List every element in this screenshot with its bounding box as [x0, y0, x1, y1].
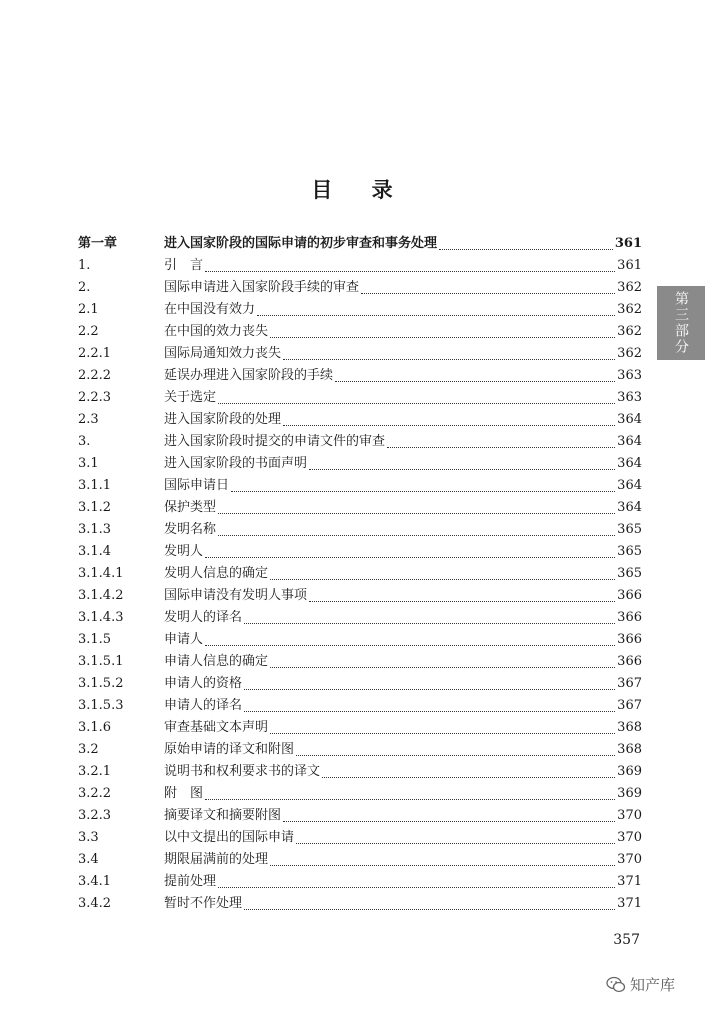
toc-entry-title: 进入国家阶段的处理	[164, 412, 282, 427]
toc-entry	[78, 782, 642, 804]
toc-entry-page: 362	[617, 324, 642, 339]
toc-leader-dots	[205, 551, 615, 558]
toc-entry	[78, 518, 642, 540]
toc-entry	[78, 298, 642, 320]
toc-entry-title: 进入国家阶段的国际申请的初步审查和事务处理	[164, 236, 438, 251]
toc-entry-number: 3.1.5	[78, 632, 112, 647]
toc-leader-dots	[270, 331, 615, 338]
toc-entry-number: 3.1.5.1	[78, 654, 124, 669]
table-of-contents	[78, 232, 642, 914]
toc-entry-title: 以中文提出的国际申请	[164, 830, 295, 845]
toc-entry-number: 3.1.4	[78, 544, 112, 559]
toc-entry	[78, 672, 642, 694]
toc-entry	[78, 738, 642, 760]
toc-entry	[78, 870, 642, 892]
toc-entry	[78, 760, 642, 782]
toc-entry	[78, 694, 642, 716]
toc-leader-dots	[283, 815, 615, 822]
toc-entry-page: 368	[617, 742, 642, 757]
toc-entry-number: 3.2.3	[78, 808, 112, 823]
toc-entry-title: 进入国家阶段时提交的申请文件的审查	[164, 434, 386, 449]
toc-leader-dots	[309, 463, 615, 470]
watermark-text: 知产库	[630, 976, 676, 994]
toc-leader-dots	[218, 507, 615, 514]
toc-entry-title: 延误办理进入国家阶段的手续	[164, 368, 334, 383]
toc-leader-dots	[257, 309, 615, 316]
toc-leader-dots	[244, 705, 615, 712]
toc-entry-number: 1.	[78, 258, 91, 273]
toc-entry-page: 370	[617, 830, 642, 845]
toc-leader-dots	[244, 683, 615, 690]
toc-entry-title: 发明人	[164, 544, 204, 559]
toc-entry-page: 371	[617, 874, 642, 889]
toc-entry	[78, 232, 642, 254]
toc-entry-number: 3.1.4.2	[78, 588, 124, 603]
toc-leader-dots	[205, 639, 615, 646]
toc-entry	[78, 628, 642, 650]
toc-entry-number: 3.1.4.1	[78, 566, 124, 581]
toc-leader-dots	[270, 661, 615, 668]
toc-entry	[78, 474, 642, 496]
toc-entry-page: 370	[617, 808, 642, 823]
wechat-logo-icon	[606, 976, 626, 994]
toc-leader-dots	[244, 617, 615, 624]
toc-entry-page: 368	[617, 720, 642, 735]
toc-leader-dots	[244, 903, 615, 910]
toc-leader-dots	[218, 529, 615, 536]
toc-leader-dots	[335, 375, 615, 382]
toc-entry-title: 附 图	[164, 786, 204, 801]
toc-entry-title: 保护类型	[164, 500, 217, 515]
toc-entry-number: 3.1.5.3	[78, 698, 124, 713]
toc-entry-page: 366	[617, 588, 642, 603]
toc-entry	[78, 650, 642, 672]
toc-entry-page: 367	[617, 698, 642, 713]
toc-entry-title: 国际申请日	[164, 478, 230, 493]
toc-entry-page: 363	[617, 368, 642, 383]
section-side-tab	[657, 286, 705, 360]
toc-entry-page: 365	[617, 566, 642, 581]
page-title: 目 录	[311, 178, 409, 202]
toc-entry-title: 发明名称	[164, 522, 217, 537]
toc-entry-number: 3.1	[78, 456, 99, 471]
toc-entry-title: 在中国没有效力	[164, 302, 256, 317]
toc-entry	[78, 320, 642, 342]
toc-leader-dots	[270, 727, 615, 734]
toc-leader-dots	[309, 595, 615, 602]
toc-entry-page: 369	[617, 786, 642, 801]
toc-leader-dots	[387, 441, 615, 448]
toc-leader-dots	[361, 287, 615, 294]
toc-entry-number: 2.2.1	[78, 346, 112, 361]
toc-leader-dots	[231, 485, 615, 492]
page-number: 357	[613, 932, 640, 948]
toc-entry-number: 3.1.6	[78, 720, 112, 735]
toc-entry-title: 暂时不作处理	[164, 896, 243, 911]
toc-entry	[78, 584, 642, 606]
toc-leader-dots	[439, 243, 613, 250]
toc-entry-page: 364	[617, 478, 642, 493]
toc-entry	[78, 804, 642, 826]
toc-entry-number: 3.1.5.2	[78, 676, 124, 691]
toc-entry-page: 367	[617, 676, 642, 691]
toc-entry-page: 366	[617, 632, 642, 647]
toc-entry-page: 366	[617, 610, 642, 625]
toc-entry	[78, 364, 642, 386]
toc-leader-dots	[270, 573, 615, 580]
toc-entry	[78, 430, 642, 452]
toc-entry-number: 2.	[78, 280, 91, 295]
toc-entry	[78, 540, 642, 562]
toc-entry	[78, 562, 642, 584]
watermark	[606, 974, 675, 995]
toc-entry-title: 发明人的译名	[164, 610, 243, 625]
toc-leader-dots	[322, 771, 615, 778]
toc-entry-title: 国际局通知效力丧失	[164, 346, 282, 361]
toc-entry-number: 3.4	[78, 852, 99, 867]
toc-entry-number: 3.4.2	[78, 896, 112, 911]
toc-entry-number: 2.3	[78, 412, 99, 427]
toc-leader-dots	[205, 265, 615, 272]
toc-entry	[78, 276, 642, 298]
toc-entry-title: 期限届满前的处理	[164, 852, 269, 867]
toc-entry-number: 3.4.1	[78, 874, 112, 889]
toc-entry-title: 摘要译文和摘要附图	[164, 808, 282, 823]
toc-entry-number: 3.2	[78, 742, 99, 757]
toc-entry-number: 2.2	[78, 324, 99, 339]
toc-entry	[78, 606, 642, 628]
toc-leader-dots	[283, 419, 615, 426]
toc-entry	[78, 892, 642, 914]
toc-leader-dots	[296, 749, 615, 756]
toc-entry-title: 国际申请进入国家阶段手续的审查	[164, 280, 360, 295]
toc-entry-title: 申请人信息的确定	[164, 654, 269, 669]
toc-entry-page: 369	[617, 764, 642, 779]
toc-entry-number: 2.1	[78, 302, 99, 317]
section-side-tab-label: 第三部分	[673, 291, 689, 355]
toc-entry-page: 362	[617, 346, 642, 361]
toc-entry-title: 申请人的译名	[164, 698, 243, 713]
toc-entry-title: 原始申请的译文和附图	[164, 742, 295, 757]
toc-entry-title: 引 言	[164, 258, 204, 273]
toc-entry-title: 发明人信息的确定	[164, 566, 269, 581]
toc-entry-number: 3.2.1	[78, 764, 112, 779]
toc-entry-title: 审查基础文本声明	[164, 720, 269, 735]
toc-entry-number: 第一章	[78, 236, 118, 251]
toc-entry-page: 364	[617, 456, 642, 471]
toc-entry-number: 3.1.4.3	[78, 610, 124, 625]
toc-entry-page: 365	[617, 522, 642, 537]
toc-leader-dots	[296, 837, 615, 844]
toc-entry-title: 申请人	[164, 632, 204, 647]
toc-leader-dots	[205, 793, 615, 800]
toc-entry-page: 366	[617, 654, 642, 669]
toc-entry-title: 国际申请没有发明人事项	[164, 588, 308, 603]
toc-entry-number: 3.2.2	[78, 786, 112, 801]
toc-entry-title: 提前处理	[164, 874, 217, 889]
toc-leader-dots	[270, 859, 615, 866]
toc-entry-page: 361	[614, 236, 642, 251]
toc-leader-dots	[218, 397, 615, 404]
toc-entry-page: 361	[617, 258, 642, 273]
toc-entry-title: 说明书和权利要求书的译文	[164, 764, 321, 779]
toc-entry-page: 364	[617, 434, 642, 449]
toc-entry	[78, 254, 642, 276]
toc-entry-page: 363	[617, 390, 642, 405]
toc-leader-dots	[218, 881, 615, 888]
toc-entry-number: 3.	[78, 434, 91, 449]
toc-entry-page: 362	[617, 302, 642, 317]
toc-entry-page: 362	[617, 280, 642, 295]
toc-entry	[78, 342, 642, 364]
toc-entry-number: 2.2.3	[78, 390, 112, 405]
toc-entry-number: 2.2.2	[78, 368, 112, 383]
toc-entry	[78, 452, 642, 474]
toc-entry	[78, 496, 642, 518]
toc-entry-title: 在中国的效力丧失	[164, 324, 269, 339]
toc-entry	[78, 826, 642, 848]
toc-entry-page: 371	[617, 896, 642, 911]
toc-entry-number: 3.1.1	[78, 478, 112, 493]
toc-entry-number: 3.1.2	[78, 500, 112, 515]
toc-entry-page: 365	[617, 544, 642, 559]
toc-entry	[78, 408, 642, 430]
toc-entry-title: 进入国家阶段的书面声明	[164, 456, 308, 471]
toc-entry-page: 370	[617, 852, 642, 867]
toc-entry-number: 3.3	[78, 830, 99, 845]
toc-entry	[78, 716, 642, 738]
toc-leader-dots	[283, 353, 615, 360]
toc-entry-page: 364	[617, 412, 642, 427]
toc-entry-title: 申请人的资格	[164, 676, 243, 691]
toc-entry	[78, 386, 642, 408]
toc-entry-number: 3.1.3	[78, 522, 112, 537]
toc-entry-page: 364	[617, 500, 642, 515]
toc-entry	[78, 848, 642, 870]
toc-entry-title: 关于选定	[164, 390, 217, 405]
